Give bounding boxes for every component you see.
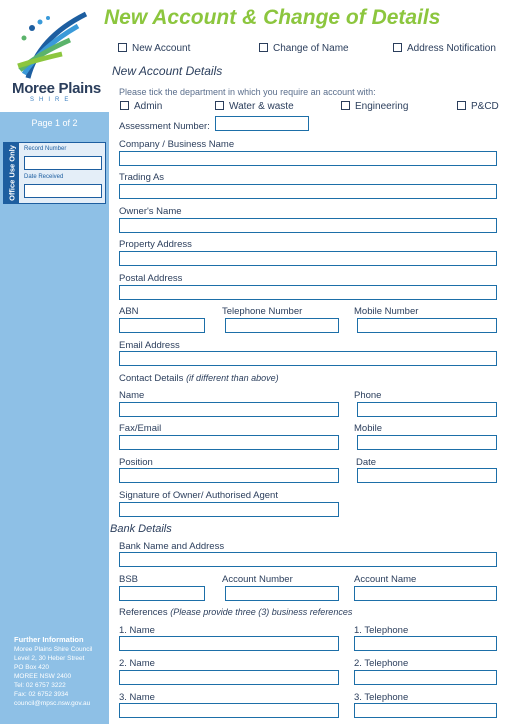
new-account-checkbox[interactable]: [118, 43, 127, 52]
email-field[interactable]: [119, 351, 497, 366]
contact-line: PO Box 420: [14, 664, 50, 671]
account-number-label: Account Number: [222, 574, 293, 585]
contact-line: Fax: 02 6752 3934: [14, 691, 69, 698]
references-note: (Please provide three (3) business references: [170, 607, 353, 617]
admin-label: Admin: [134, 101, 163, 112]
mobile-number-field[interactable]: [357, 318, 497, 333]
contact-line: Moree Plains Shire Council: [14, 646, 93, 653]
new-account-heading: New Account Details: [112, 64, 223, 78]
date-field[interactable]: [357, 468, 497, 483]
contact-details-note: (if different than above): [186, 373, 279, 383]
address-notification-checkbox[interactable]: [393, 43, 402, 52]
reference-telephone-field[interactable]: [354, 670, 497, 685]
bsb-field[interactable]: [119, 586, 205, 601]
engineering-label: Engineering: [355, 101, 409, 112]
reference-name-label: 3. Name: [119, 692, 155, 703]
assessment-number-field[interactable]: [215, 116, 309, 131]
property-address-field[interactable]: [119, 251, 497, 266]
abn-field[interactable]: [119, 318, 205, 333]
bank-name-label: Bank Name and Address: [119, 541, 225, 552]
contact-line: MOREE NSW 2400: [14, 673, 72, 680]
contact-details-text: Contact Details: [119, 373, 184, 384]
pcd-label: P&CD: [471, 101, 499, 112]
company-name-field[interactable]: [119, 151, 497, 166]
reference-telephone-field[interactable]: [354, 636, 497, 651]
water-waste-label: Water & waste: [229, 101, 294, 112]
fax-email-label: Fax/Email: [119, 423, 162, 434]
reference-name-label: 1. Name: [119, 625, 155, 636]
fax-email-field[interactable]: [119, 435, 339, 450]
owner-name-field[interactable]: [119, 218, 497, 233]
telephone-field[interactable]: [225, 318, 339, 333]
mobile-number-label: Mobile Number: [354, 306, 419, 317]
company-name-label: Company / Business Name: [119, 139, 235, 150]
date-received-field[interactable]: [24, 184, 102, 198]
record-number-field[interactable]: [24, 156, 102, 170]
contact-line: Tel: 02 6757 3222: [14, 682, 66, 689]
contact-name-label: Name: [119, 390, 145, 401]
record-number-label: Record Number: [24, 146, 67, 152]
bank-details-heading: Bank Details: [110, 523, 172, 535]
office-use-panel: [3, 142, 106, 204]
further-info-title: Further Information: [14, 635, 84, 644]
trading-as-label: Trading As: [119, 172, 165, 183]
reference-telephone-label: 2. Telephone: [354, 658, 409, 669]
contact-mobile-field[interactable]: [357, 435, 497, 450]
property-address-label: Property Address: [119, 239, 192, 250]
signature-label: Signature of Owner/ Authorised Agent: [119, 490, 278, 501]
account-number-field[interactable]: [225, 586, 339, 601]
pcd-checkbox[interactable]: [457, 101, 466, 110]
office-use-title: Office Use Only: [7, 145, 16, 201]
new-account-label: New Account: [132, 43, 191, 54]
office-use-tab: [4, 143, 19, 203]
reference-telephone-label: 3. Telephone: [354, 692, 409, 703]
reference-telephone-label: 1. Telephone: [354, 625, 409, 636]
postal-address-field[interactable]: [119, 285, 497, 300]
account-name-label: Account Name: [354, 574, 417, 585]
contact-phone-label: Phone: [354, 390, 382, 401]
logo-council-name: Moree Plains: [12, 80, 101, 97]
abn-label: ABN: [119, 306, 139, 317]
date-label: Date: [356, 457, 377, 468]
water-waste-checkbox[interactable]: [215, 101, 224, 110]
admin-checkbox[interactable]: [120, 101, 129, 110]
contact-phone-field[interactable]: [357, 402, 497, 417]
contact-details-label: [119, 373, 279, 384]
reference-name-field[interactable]: [119, 636, 339, 651]
contact-email: council@mpsc.nsw.gov.au: [14, 700, 91, 707]
assessment-number-label: Assessment Number:: [119, 121, 210, 132]
logo-shire: SHIRE: [30, 97, 74, 103]
reference-name-field[interactable]: [119, 703, 339, 718]
address-notification-label: Address Notification: [407, 43, 496, 54]
page-indicator: Page 1 of 2: [31, 118, 78, 128]
owner-name-label: Owner's Name: [119, 206, 182, 217]
reference-name-label: 2. Name: [119, 658, 155, 669]
change-of-name-label: Change of Name: [273, 43, 349, 54]
bsb-label: BSB: [119, 574, 139, 585]
postal-address-label: Postal Address: [119, 273, 183, 284]
bank-name-field[interactable]: [119, 552, 497, 567]
change-of-name-checkbox[interactable]: [259, 43, 268, 52]
telephone-label: Telephone Number: [222, 306, 303, 317]
engineering-checkbox[interactable]: [341, 101, 350, 110]
references-text: References: [119, 607, 168, 618]
reference-name-field[interactable]: [119, 670, 339, 685]
contact-mobile-label: Mobile: [354, 423, 382, 434]
department-instruction: Please tick the department in which you require an account with:: [119, 87, 376, 97]
position-field[interactable]: [119, 468, 339, 483]
email-label: Email Address: [119, 340, 180, 351]
account-name-field[interactable]: [354, 586, 497, 601]
contact-name-field[interactable]: [119, 402, 339, 417]
date-received-label: Date Received: [24, 174, 64, 180]
form-title: New Account & Change of Details: [104, 6, 441, 29]
references-label: [119, 607, 352, 618]
signature-field[interactable]: [119, 502, 339, 517]
reference-telephone-field[interactable]: [354, 703, 497, 718]
contact-line: Level 2, 30 Heber Street: [14, 655, 85, 662]
trading-as-field[interactable]: [119, 184, 497, 199]
position-label: Position: [119, 457, 153, 468]
